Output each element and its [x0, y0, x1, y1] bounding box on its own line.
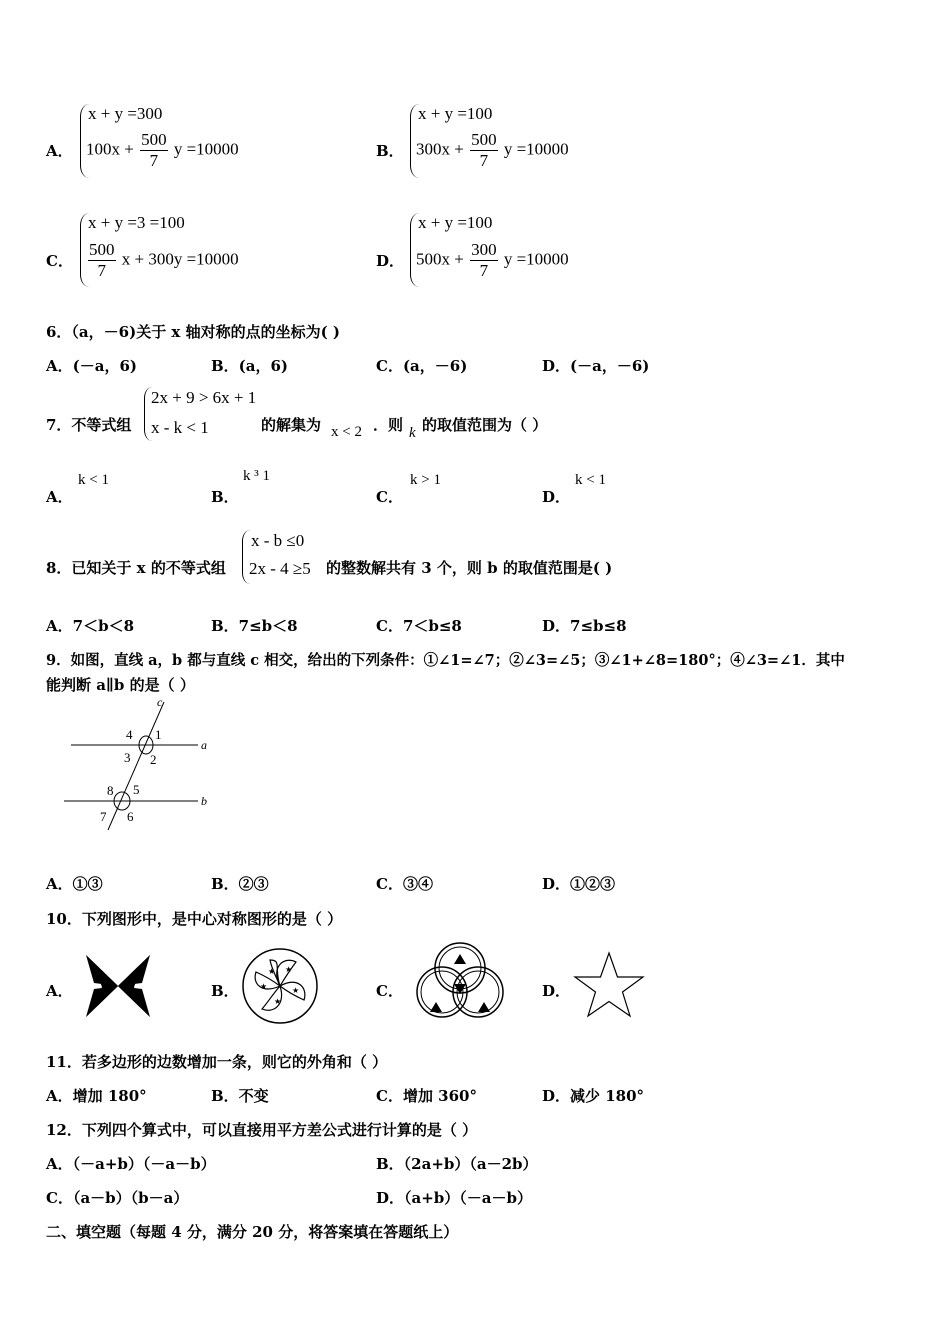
- q5-b-eq2: 300x + $\frac{500}{7}$ y =10000: [416, 130, 569, 170]
- label-4: 4: [126, 727, 133, 742]
- q8-eq1: x - b ≤0: [251, 531, 305, 550]
- q5-c-eq2: $\frac{500}{7}$ x + 300y =10000: [89, 240, 239, 280]
- q8-option-a: A．7＜b＜8: [46, 617, 135, 635]
- q7-cond: x < 2: [331, 424, 362, 440]
- q10-a-label: A．: [46, 982, 73, 1000]
- q7-a-label: A．: [46, 488, 73, 506]
- q9-line2: 能判断 a∥b 的是（ ）: [46, 676, 195, 694]
- label-8: 8: [107, 783, 114, 798]
- q10-d-star-icon: [572, 950, 646, 1020]
- svg-text:★: ★: [274, 997, 282, 1006]
- q10-d-label: D．: [542, 982, 571, 1000]
- q10-a-pinwheel-icon: [82, 953, 154, 1019]
- q8-tail: 的整数解共有 3 个，则 b 的取值范围是( ): [326, 559, 613, 577]
- q7-num: 7．不等式组: [46, 416, 132, 434]
- q11-option-a: A．增加 180°: [46, 1087, 147, 1105]
- q7-b-math: k ³ 1: [243, 468, 270, 484]
- q9-figure-parallel-lines: [60, 694, 220, 834]
- q5-b-label: B．: [376, 142, 404, 160]
- q8-eq2: 2x - 4 ≥5: [249, 559, 311, 578]
- q10-b-label: B．: [211, 982, 239, 1000]
- q9-option-d: D．①②③: [542, 875, 616, 893]
- q7-a-math: k < 1: [78, 472, 109, 488]
- q12-option-c: C．（a－b）（b－a）: [46, 1189, 189, 1207]
- q11-option-c: C．增加 360°: [376, 1087, 477, 1105]
- svg-text:★: ★: [292, 986, 300, 995]
- label-b: b: [201, 794, 207, 808]
- q7-c-label: C．: [376, 488, 403, 506]
- q10-c-label: C．: [376, 982, 403, 1000]
- q7-eq1: 2x + 9 > 6x + 1: [151, 388, 257, 407]
- q7-d-math: k < 1: [575, 472, 606, 488]
- q7-mid: 的解集为: [261, 416, 322, 434]
- q6-option-a: A．(－a，6): [46, 357, 137, 375]
- label-2: 2: [150, 752, 157, 767]
- label-3: 3: [124, 750, 131, 765]
- q5-b-eq1: x + y =100: [418, 104, 493, 123]
- q7-tail: 的取值范围为（ ）: [422, 416, 548, 434]
- svg-text:★: ★: [285, 965, 293, 974]
- q12-stem: 12．下列四个算式中，可以直接用平方差公式进行计算的是（ ）: [46, 1121, 478, 1139]
- q7-eq2: x - k < 1: [151, 418, 209, 437]
- q10-c-triquetra-icon: [414, 940, 506, 1020]
- q12-option-d: D．（a+b）（－a－b）: [376, 1189, 532, 1207]
- q5-d-label: D．: [376, 252, 405, 270]
- q5-c-eq1: x + y =3 =100: [88, 213, 185, 232]
- q6-option-c: C．(a，－6): [376, 357, 468, 375]
- q5-a-eq1: x + y =300: [88, 104, 163, 123]
- q7-k: k: [409, 425, 416, 441]
- q8-option-b: B．7≤b＜8: [211, 617, 298, 635]
- label-c: c: [157, 695, 163, 709]
- q11-option-d: D．减少 180°: [542, 1087, 645, 1105]
- q5-d-eq1: x + y =100: [418, 213, 493, 232]
- label-6: 6: [127, 809, 134, 824]
- q7-c-math: k > 1: [410, 472, 441, 488]
- q7-d-label: D．: [542, 488, 571, 506]
- q9-option-b: B．②③: [211, 875, 269, 893]
- q5-c-label: C．: [46, 252, 73, 270]
- q10-stem: 10．下列图形中，是中心对称图形的是（ ）: [46, 910, 343, 928]
- q8-option-c: C．7＜b≤8: [376, 617, 462, 635]
- q8-num: 8．已知关于 x 的不等式组: [46, 559, 226, 577]
- q6-stem: 6．（a，－6)关于 x 轴对称的点的坐标为( ): [46, 323, 340, 341]
- q9-option-c: C．③④: [376, 875, 433, 893]
- svg-text:★: ★: [268, 967, 276, 976]
- q11-stem: 11．若多边形的边数增加一条，则它的外角和（ ）: [46, 1053, 388, 1071]
- q9-line1: 9．如图，直线 a，b 都与直线 c 相交，给出的下列条件：①∠1=∠7；②∠3=∠5；③∠1+∠8=180°；④∠3=∠1．其中: [46, 652, 845, 669]
- q6-option-d: D．(－a，－6): [542, 357, 650, 375]
- q6-option-b: B．(a，6): [211, 357, 289, 375]
- q5-a-eq2: 100x + $\frac{500}{7}$ y =10000: [86, 130, 239, 170]
- q9-option-a: A．①③: [46, 875, 103, 893]
- label-7: 7: [100, 809, 107, 824]
- q11-option-b: B．不变: [211, 1087, 269, 1105]
- q7-then: ．则: [373, 416, 404, 434]
- label-5: 5: [133, 782, 140, 797]
- q12-option-a: A．（－a+b）（－a－b）: [46, 1155, 216, 1173]
- label-a: a: [201, 738, 207, 752]
- q8-option-d: D．7≤b≤8: [542, 617, 627, 635]
- q12-option-b: B．（2a+b）（a－2b）: [376, 1155, 538, 1173]
- q10-b-bauhinia-icon: [240, 946, 320, 1026]
- q5-d-eq2: 500x + $\frac{300}{7}$ y =10000: [416, 240, 569, 280]
- q5-a-label: A．: [46, 142, 73, 160]
- label-1: 1: [155, 727, 162, 742]
- svg-text:★: ★: [260, 982, 268, 991]
- section-2-heading: 二、填空题（每题 4 分，满分 20 分，将答案填在答题纸上）: [46, 1223, 459, 1241]
- q7-b-label: B．: [211, 488, 239, 506]
